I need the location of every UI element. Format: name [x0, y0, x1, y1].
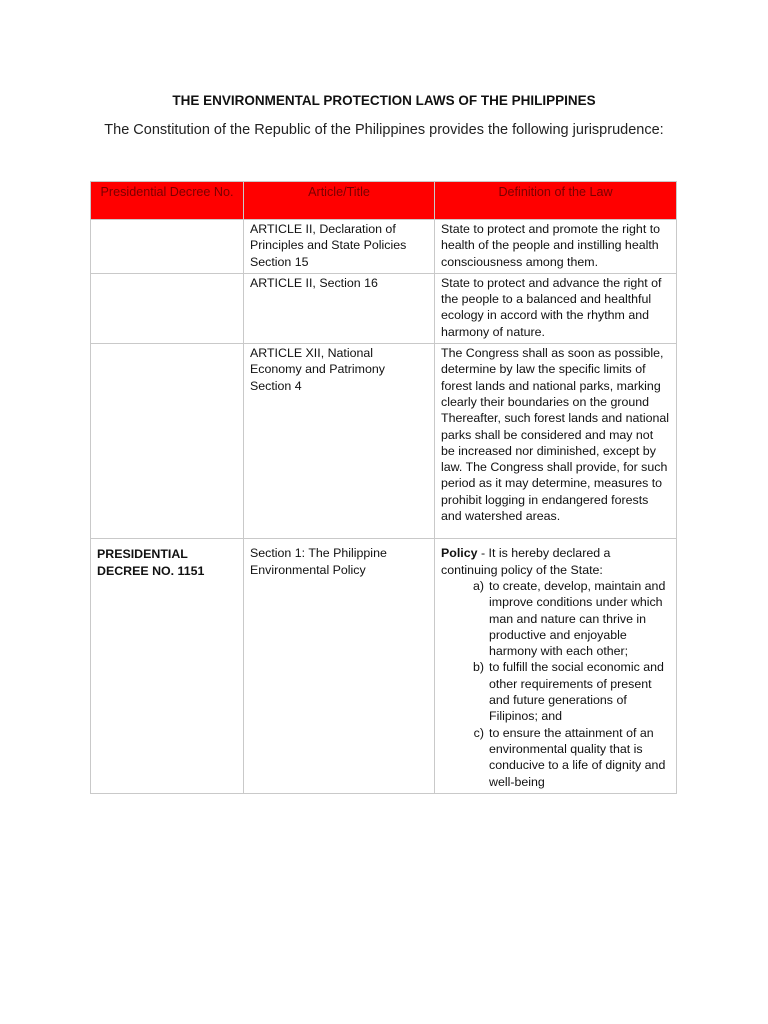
- policy-lead: - It is hereby declared a continuing policy of the State:: [441, 546, 611, 577]
- definition-cell: State to protect and promote the right to health of the people and instilling health consciousness among them.: [435, 220, 677, 274]
- decree-cell: [91, 539, 244, 793]
- table-header-row: [91, 182, 677, 220]
- document-title: THE ENVIRONMENTAL PROTECTION LAWS OF THE PHILIPPINES: [172, 93, 596, 108]
- list-item-text: to fulfill the social economic and other requirements of present and future generations of Filipinos; and: [489, 660, 664, 724]
- list-item: [441, 659, 670, 724]
- table-row: [91, 539, 677, 793]
- article-cell: ARTICLE II, Section 16: [244, 273, 435, 343]
- article-cell: ARTICLE XII, National Economy and Patrimony Section 4: [244, 344, 435, 539]
- list-marker: a): [472, 578, 484, 593]
- definition-cell: State to protect and advance the right of the people to a balanced and healthful ecology in accord with the rhythm and harmony of nature.: [435, 273, 677, 343]
- definition-cell: [435, 539, 677, 793]
- table-row: [91, 344, 677, 539]
- header-presidential-decree: Presidential Decree No.: [91, 182, 244, 220]
- header-article-title: Article/Title: [244, 182, 435, 220]
- decree-cell: [91, 344, 244, 539]
- intro-paragraph: The Constitution of the Republic of the Philippines provides the following jurisprudence:: [104, 122, 664, 138]
- list-item-text: to ensure the attainment of an environmental quality that is conducive to a life of dignity and well-being: [489, 725, 666, 789]
- table-row: [91, 273, 677, 343]
- policy-term: Policy: [441, 546, 478, 561]
- decree-cell: [91, 220, 244, 274]
- list-item-text: to create, develop, maintain and improve conditions under which man and nature can thrive in productive and enjoyable harmony with each other;: [489, 578, 666, 659]
- article-cell: ARTICLE II, Declaration of Principles and State Policies Section 15: [244, 220, 435, 274]
- header-definition: Definition of the Law: [435, 182, 677, 220]
- definition-cell: The Congress shall as soon as possible, determine by law the specific limits of forest lands and national parks, marking clearly their boundaries on the ground Thereafter, such forest lands and national parks shall be considered and may not be increased nor diminished, except by law. The Congress shall provide, for such period as it may determine, measures to prohibit logging in endangered forests and watershed areas.: [435, 344, 677, 539]
- list-marker: c): [473, 725, 484, 740]
- decree-title: PRESIDENTIAL DECREE NO. 1151: [97, 547, 205, 578]
- list-item: [441, 578, 670, 659]
- article-cell: Section 1: The Philippine Environmental Policy: [244, 539, 435, 793]
- list-item: [441, 725, 670, 790]
- table-row: [91, 220, 677, 274]
- law-table: [90, 181, 677, 794]
- list-marker: b): [472, 660, 484, 675]
- decree-cell: [91, 273, 244, 343]
- policy-list: [441, 578, 670, 790]
